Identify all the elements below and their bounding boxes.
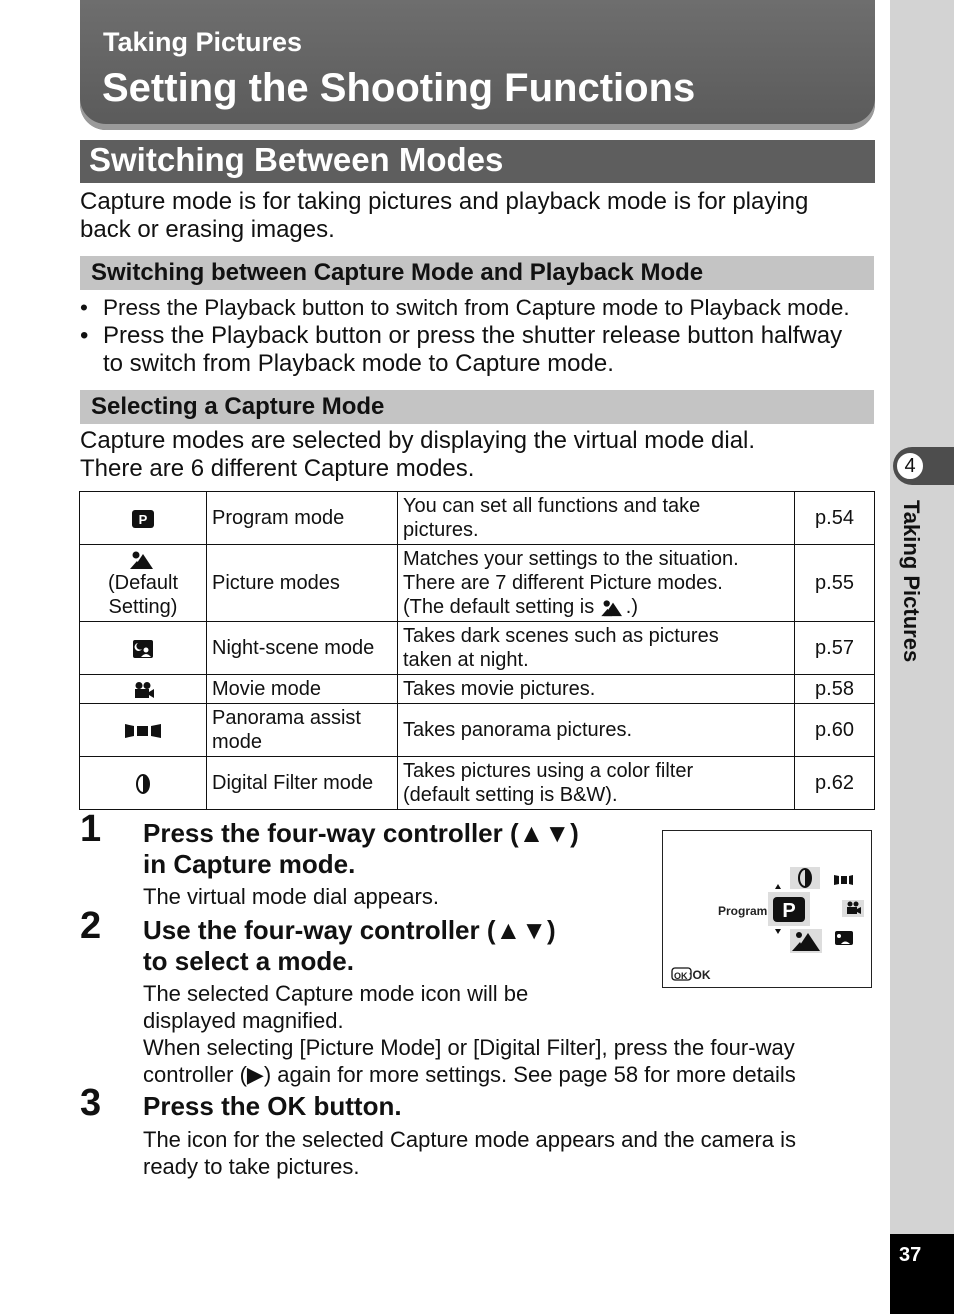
chapter-kicker: Taking Pictures [103, 27, 303, 57]
subheading-capture-mode: Selecting a Capture Mode [91, 393, 385, 420]
step-body-3-line-1: The icon for the selected Capture mode appears and the camera is [143, 1127, 797, 1152]
desc-line: (default setting is B&W). [403, 784, 618, 806]
ok-label: :OK [688, 968, 711, 982]
desc-line [403, 595, 789, 619]
table-row [80, 545, 875, 622]
step-heading-1-line-2: in Capture mode. [143, 849, 356, 879]
dial-night-scene-icon [835, 931, 853, 945]
section-heading-bar [80, 140, 875, 183]
bullet-text-1: Press the Playback button to switch from Capture mode to Playback mode. [103, 295, 850, 320]
chapter-number: 4 [895, 451, 925, 481]
table-row [80, 492, 875, 545]
name-line: Panorama assist [212, 707, 361, 729]
table-row [80, 675, 875, 704]
desc-line: Takes pictures using a color filter [403, 760, 694, 782]
bullet-dot: • [80, 295, 88, 320]
step-body-1: The virtual mode dial appears. [143, 884, 439, 909]
night-scene-icon [132, 639, 154, 659]
step-body-2-line-3: When selecting [Picture Mode] or [Digital Filter], press the four-way [143, 1035, 795, 1060]
step-body-2-line-4: controller (▶) again for more settings. See page 58 for more details [143, 1062, 796, 1087]
capture-mode-intro-line-1: Capture modes are selected by displaying the virtual mode dial. [80, 427, 756, 454]
table-cell-icon [80, 622, 207, 675]
subheading-bar-capture-playback [80, 256, 874, 290]
step-heading-2-line-1: Use the four-way controller (▲▼) [143, 915, 556, 945]
desc-line: You can set all functions and take [403, 495, 701, 517]
table-row [80, 704, 875, 757]
icon-note-line-2: Setting) [108, 596, 178, 618]
table-cell-page: p.60 [795, 704, 875, 757]
table-cell-icon [80, 492, 207, 545]
mode-dial-screen-illustration [662, 830, 872, 988]
section-intro [80, 188, 808, 244]
table-cell-desc: Takes panorama pictures. [398, 704, 795, 757]
table-cell-name: Program mode [207, 492, 398, 545]
picture-mode-landscape-icon [130, 550, 156, 570]
dial-program-selected-icon [768, 892, 810, 926]
desc-line: Matches your settings to the situation. [403, 548, 739, 570]
page-title: Setting the Shooting Functions [102, 66, 696, 110]
desc-line: There are 7 different Picture modes. [403, 572, 723, 594]
dial-up-arrow-icon [775, 884, 781, 889]
step-heading-1-line-1: Press the four-way controller (▲▼) [143, 818, 579, 848]
table-cell-icon [80, 704, 207, 757]
step-body-2-line-2: displayed magnified. [143, 1008, 344, 1033]
table-cell-name: Digital Filter mode [207, 757, 398, 810]
desc-line: Takes dark scenes such as pictures [403, 625, 719, 647]
name-line: mode [212, 731, 263, 753]
chapter-header-banner [80, 0, 875, 130]
table-cell-page: p.62 [795, 757, 875, 810]
table-cell-page: p.57 [795, 622, 875, 675]
ok-badge-text: OK [674, 971, 688, 981]
bullet-text-2-line-1: Press the Playback button or press the shutter release button halfway [103, 322, 843, 349]
table-cell-name [207, 704, 398, 757]
step-number-2: 2 [80, 905, 102, 947]
table-row [80, 622, 875, 675]
capture-mode-intro [80, 427, 755, 483]
step-heading-1 [143, 818, 579, 880]
bullet-dot: • [80, 322, 89, 349]
movie-camera-icon [131, 681, 155, 699]
step-heading-2 [143, 915, 556, 977]
table-cell-name: Movie mode [207, 675, 398, 704]
table-row [80, 757, 875, 810]
step-number-3: 3 [80, 1082, 102, 1124]
table-cell-icon [80, 545, 207, 622]
step-body-3-line-2: ready to take pictures. [143, 1154, 360, 1179]
panorama-icon [125, 723, 161, 739]
desc-text: (The default setting is [403, 596, 600, 618]
program-mode-icon [131, 509, 155, 529]
step-body-3 [143, 1126, 796, 1180]
picture-mode-landscape-icon [600, 599, 626, 617]
step-heading-2-line-2: to select a mode. [143, 946, 354, 976]
step-body-2-line-1: The selected Capture mode icon will be [143, 981, 529, 1006]
page-number: 37 [899, 1244, 922, 1266]
table-cell-desc [398, 622, 795, 675]
desc-line: taken at night. [403, 649, 529, 671]
dial-panorama-icon [834, 875, 853, 885]
dial-down-arrow-icon [775, 929, 781, 934]
step-number-1: 1 [80, 808, 102, 850]
section-intro-line-2: back or erasing images. [80, 216, 335, 243]
table-cell-name: Night-scene mode [207, 622, 398, 675]
svg-text:P: P [782, 900, 796, 922]
side-tab-label: Taking Pictures [899, 500, 924, 663]
dial-movie-icon [842, 900, 864, 917]
section-intro-line-1: Capture mode is for taking pictures and playback mode is for playing [80, 188, 809, 215]
step-heading-3: Press the OK button. [143, 1091, 402, 1121]
dial-program-label: Program [718, 904, 768, 918]
desc-text: .) [625, 596, 638, 618]
table-cell-page: p.58 [795, 675, 875, 704]
ok-hint [673, 968, 711, 982]
digital-filter-icon [136, 774, 150, 794]
capture-mode-table [79, 491, 875, 810]
icon-note-line-1: (Default [107, 572, 179, 594]
dial-digital-filter-icon [790, 867, 820, 889]
bullet-text-2-line-2: to switch from Playback mode to Capture mode. [103, 350, 614, 377]
step-body-2 [143, 980, 796, 1088]
table-cell-name: Picture modes [207, 545, 398, 622]
section-heading: Switching Between Modes [89, 141, 504, 178]
table-cell-page: p.55 [795, 545, 875, 622]
svg-text:P: P [138, 511, 148, 527]
table-cell-icon [80, 757, 207, 810]
desc-line: pictures. [403, 519, 479, 541]
table-cell-page: p.54 [795, 492, 875, 545]
table-cell-desc [398, 492, 795, 545]
subheading-bar-capture-mode [80, 390, 874, 424]
table-cell-desc [398, 757, 795, 810]
bullet-text-2 [103, 322, 842, 378]
table-cell-icon [80, 675, 207, 704]
dial-picture-mode-icon [790, 929, 822, 953]
table-cell-desc: Takes movie pictures. [398, 675, 795, 704]
capture-mode-intro-line-2: There are 6 different Capture modes. [80, 455, 475, 482]
subheading-capture-playback: Switching between Capture Mode and Playback Mode [91, 259, 704, 286]
table-cell-desc [398, 545, 795, 622]
